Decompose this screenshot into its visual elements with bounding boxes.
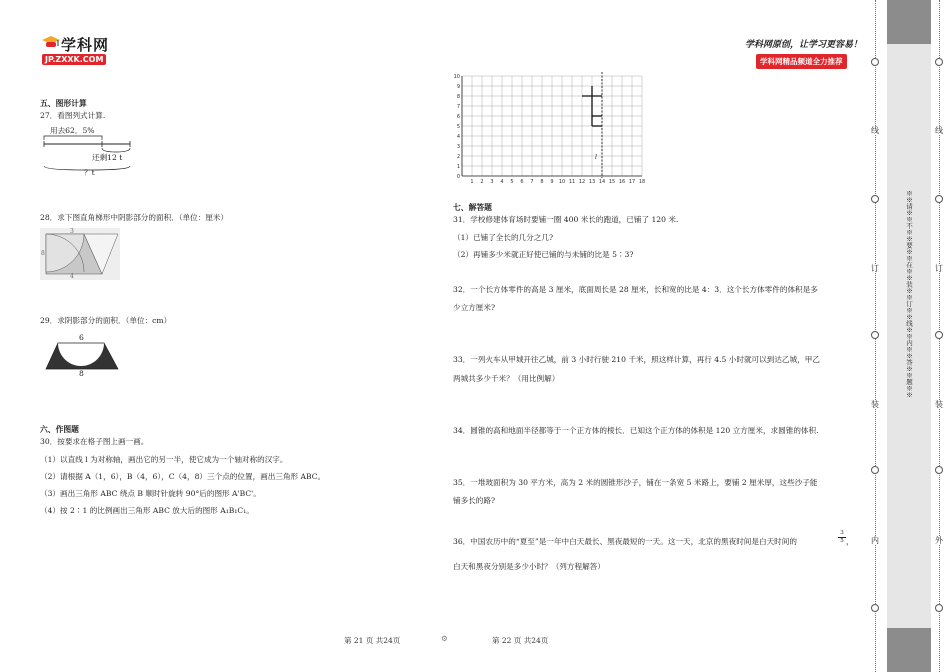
q27-remain-label: 还剩12 t <box>92 153 123 162</box>
q30-item-3: （3）画出三角形 ABC 绕点 B 顺时针旋转 90°后的图形 A'BC'。 <box>40 489 261 498</box>
binding-char-bind-outer: 装 <box>935 400 943 409</box>
x-tick-label: 17 <box>628 179 636 185</box>
q27-bar-diagram <box>40 124 140 180</box>
binding-circle-outer-5 <box>935 604 943 612</box>
question-30: 30．按要求在格子图上画一画。 <box>40 437 149 446</box>
binding-circle-1 <box>871 58 879 66</box>
binding-char-inside: 内 <box>871 536 879 545</box>
x-tick-label: 5 <box>510 179 514 185</box>
q30-item-1: （1）以直线 l 为对称轴，画出它的另一半，使它成为一个轴对称的汉字。 <box>40 455 288 464</box>
x-tick-label: 4 <box>500 179 504 185</box>
binding-char-outside: 外 <box>935 536 943 545</box>
site-logo <box>42 34 112 68</box>
x-tick-label: 7 <box>530 179 534 185</box>
question-27: 27．看图列式计算. <box>40 111 106 120</box>
binding-char-order-inner: 订 <box>871 264 879 273</box>
q36-fraction <box>838 530 846 550</box>
binding-char-order-outer: 订 <box>935 264 943 273</box>
q27-total-label: ？t <box>84 168 95 177</box>
x-tick-label: 16 <box>618 179 626 185</box>
question-33-line-2: 两城共多少千米？（用比例解） <box>453 374 560 383</box>
x-tick-label: 3 <box>490 179 494 185</box>
binding-circle-outer-3 <box>935 331 943 339</box>
binding-margin-inner <box>866 0 886 672</box>
graduation-cap-icon <box>42 36 60 50</box>
q30-item-2: （2）请根据 A（1，6），B（4，6），C（4，8）三个点的位置，画出三角形 ABC。 <box>40 472 326 481</box>
q36-fraction-denominator: 5 <box>838 537 846 545</box>
y-tick-label: 6 <box>456 114 460 120</box>
header-slogan: 学科网原创，让学习更容易！ <box>745 40 863 50</box>
section-5-title: 五、图形计算 <box>40 99 87 108</box>
q28-trapezoid-figure <box>40 228 120 280</box>
y-tick-label: 7 <box>456 104 460 110</box>
question-36-line-2: 白天和黑夜分别是多少小时？（列方程解答） <box>453 562 605 571</box>
binding-char-bind-inner: 装 <box>871 400 879 409</box>
question-35-line-2: 铺多长的路? <box>453 496 496 505</box>
binding-circle-3 <box>871 331 879 339</box>
binding-circle-4 <box>871 466 879 474</box>
question-28: 28．求下图直角梯形中阴影部分的面积．（单位：厘米） <box>40 213 229 222</box>
x-tick-label: 8 <box>540 179 544 185</box>
q28-bottom-label: 4 <box>70 273 74 280</box>
x-tick-label: 6 <box>520 179 524 185</box>
symmetry-line-label: l <box>595 154 597 161</box>
y-tick-label: 2 <box>456 154 460 160</box>
logo-text: 学科网 <box>61 36 110 54</box>
binding-circle-outer-2 <box>935 195 943 203</box>
section-6-title: 六、作图题 <box>40 425 79 434</box>
binding-char-line-inner: 线 <box>871 126 879 135</box>
binding-gray-strip <box>887 0 950 672</box>
x-tick-label: 11 <box>568 179 576 185</box>
q36-fraction-numerator: 3 <box>840 530 844 536</box>
x-tick-label: 12 <box>578 179 586 185</box>
q28-top-label: 3 <box>70 228 74 235</box>
binding-char-line-outer: 线 <box>935 126 943 135</box>
y-tick-label: 8 <box>456 94 460 100</box>
question-29: 29．求阴影部分的面积．（单位：cm） <box>40 316 172 325</box>
q28-side-label: 8 <box>41 250 45 257</box>
y-tick-label: 10 <box>453 74 460 80</box>
q36-line-1-end: ， <box>846 537 854 546</box>
binding-circle-2 <box>871 195 879 203</box>
coordinate-grid[interactable] <box>452 70 652 186</box>
x-tick-label: 10 <box>558 179 566 185</box>
q29-top-label: 6 <box>79 333 84 342</box>
x-tick-label: 14 <box>598 179 606 185</box>
q31-part-1: （1）已铺了全长的几分之几? <box>453 233 554 242</box>
question-32-line-1: 32．一个长方体零件的高是 3 厘米，底面周长是 28 厘米，长和宽的比是 4：3．这个长方体零件的体积是多 <box>453 285 818 294</box>
q30-item-4: （4）按 2∶1 的比例画出三角形 ABC 放大后的图形 A₁B₁C₁。 <box>40 506 254 515</box>
question-34: 34．圆锥的高和地面半径都等于一个正方体的棱长．已知这个正方体的体积是 120 立方厘米，求圆锥的体积. <box>453 426 819 435</box>
x-tick-label: 13 <box>588 179 596 185</box>
question-35-line-1: 35．一堆玻面积为 30 平方米，高为 2 米的圆锥形沙子，铺在一条宽 5 米路上，要铺 2 厘米厚，这些沙子能 <box>453 478 818 487</box>
footer-gear-icon: ⚙ <box>441 634 448 643</box>
y-tick-label: 4 <box>456 134 460 140</box>
q27-used-label: 用去62．5% <box>50 126 95 135</box>
page-number-right: 第 22 页 共24页 <box>492 636 549 645</box>
q29-trapezoid-semicircle <box>44 333 124 381</box>
binding-warning-text: ※※请※※不※※要※※在※※装※※订※※线※※内※※答※※题※※ <box>905 190 913 398</box>
y-tick-label: 1 <box>456 164 460 170</box>
question-33-line-1: 33．一列火车从甲城开往乙城，前 3 小时行驶 210 千米，照这样计算，再行 4.5 小时就可以到达乙城，甲乙 <box>453 355 820 364</box>
header-slogan-tag: 学科网精品频道全力推荐 <box>756 54 847 69</box>
page-number-left: 第 21 页 共24页 <box>344 636 401 645</box>
binding-circle-5 <box>871 604 879 612</box>
binding-circle-outer-1 <box>935 58 943 66</box>
y-tick-label: 5 <box>456 124 460 130</box>
x-tick-label: 9 <box>550 179 554 185</box>
q29-bottom-label: 8 <box>79 369 84 378</box>
y-tick-label: 9 <box>456 84 460 90</box>
x-tick-label: 2 <box>480 179 484 185</box>
binding-circle-outer-4 <box>935 466 943 474</box>
x-tick-label: 1 <box>470 179 474 185</box>
question-32-line-2: 少立方厘米? <box>453 303 496 312</box>
section-7-title: 七、解答题 <box>453 203 492 212</box>
logo-url-badge: JP.ZXXK.COM <box>42 54 106 65</box>
x-tick-label: 18 <box>638 179 646 185</box>
y-tick-label: 0 <box>456 174 460 180</box>
q31-part-2: （2）再铺多少米就正好使已铺的与未铺的比是 5∶3? <box>453 250 634 259</box>
y-tick-label: 3 <box>456 144 460 150</box>
question-36-line-1: 36．中国农历中的“夏至”是一年中白天最长、黑夜最短的一天。这一天，北京的黑夜时间是白天时间的 <box>453 537 797 546</box>
x-tick-label: 15 <box>608 179 616 185</box>
question-31: 31．学校修建体育场时要铺一圈 400 米长的跑道，已铺了 120 米. <box>453 215 679 224</box>
